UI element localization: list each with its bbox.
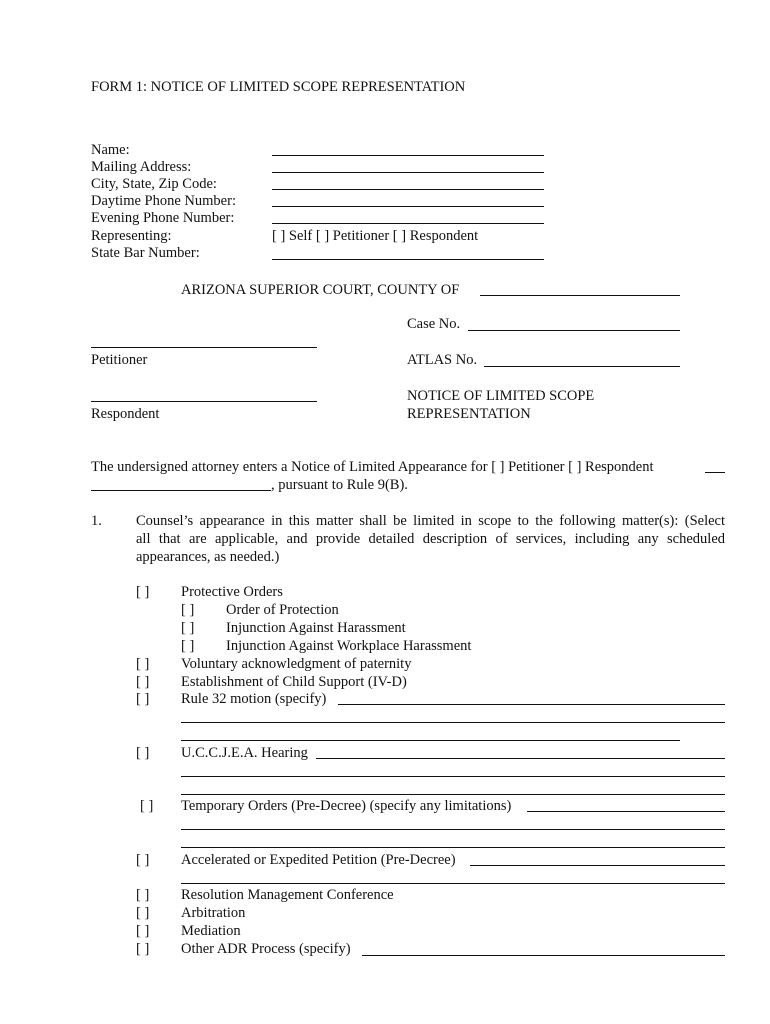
- other-adr-label: Other ADR Process (specify): [181, 941, 351, 957]
- item1-line2: all that are applicable, and provide detailed description of services, including any scheduled: [136, 531, 725, 547]
- state-bar-label: State Bar Number:: [91, 245, 200, 261]
- accelerated-line2[interactable]: [181, 883, 725, 884]
- temporary-orders-line2[interactable]: [181, 829, 725, 830]
- temporary-orders-line1[interactable]: [527, 811, 725, 812]
- atlas-no-label: ATLAS No.: [407, 352, 478, 368]
- notice-title-line1: NOTICE OF LIMITED SCOPE: [407, 388, 595, 404]
- intro-line2: , pursuant to Rule 9(B).: [271, 477, 408, 493]
- rule32-line3[interactable]: [181, 740, 680, 741]
- city-state-zip-line[interactable]: [272, 189, 544, 190]
- temporary-orders-label: Temporary Orders (Pre-Decree) (specify any limitations): [181, 798, 512, 814]
- item1-number: 1.: [91, 513, 102, 529]
- respondent-label: Respondent: [91, 406, 160, 422]
- mediation-label: Mediation: [181, 923, 241, 939]
- petitioner-label: Petitioner: [91, 352, 148, 368]
- item1-line3: appearances, as needed.): [136, 549, 280, 565]
- paternity-label: Voluntary acknowledgment of paternity: [181, 656, 412, 672]
- case-no-line[interactable]: [468, 330, 680, 331]
- case-no-label: Case No.: [407, 316, 461, 332]
- uccjea-line3[interactable]: [181, 794, 725, 795]
- rule32-line1[interactable]: [338, 704, 725, 705]
- checkbox-protective-orders[interactable]: [ ]: [136, 584, 150, 600]
- checkbox-other-adr[interactable]: [ ]: [136, 941, 150, 957]
- uccjea-line1[interactable]: [316, 758, 725, 759]
- checkbox-rule32[interactable]: [ ]: [136, 691, 150, 707]
- checkbox-arbitration[interactable]: [ ]: [136, 905, 150, 921]
- checkbox-injunction-workplace[interactable]: [ ]: [181, 638, 195, 654]
- daytime-phone-line[interactable]: [272, 206, 544, 207]
- mailing-address-line[interactable]: [272, 172, 544, 173]
- city-state-zip-label: City, State, Zip Code:: [91, 176, 217, 192]
- checkbox-child-support[interactable]: [ ]: [136, 674, 150, 690]
- checkbox-resolution-mgmt[interactable]: [ ]: [136, 887, 150, 903]
- mailing-address-label: Mailing Address:: [91, 159, 192, 175]
- rule32-line2[interactable]: [181, 722, 725, 723]
- uccjea-label: U.C.C.J.E.A. Hearing: [181, 745, 308, 761]
- child-support-label: Establishment of Child Support (IV-D): [181, 674, 407, 690]
- name-line[interactable]: [272, 155, 544, 156]
- state-bar-line[interactable]: [272, 259, 544, 260]
- intro-blank-line-end[interactable]: [705, 472, 725, 473]
- accelerated-line1[interactable]: [470, 865, 725, 866]
- resolution-mgmt-label: Resolution Management Conference: [181, 887, 394, 903]
- checkbox-paternity[interactable]: [ ]: [136, 656, 150, 672]
- representing-options[interactable]: [ ] Self [ ] Petitioner [ ] Respondent: [272, 228, 479, 244]
- evening-phone-line[interactable]: [272, 223, 544, 224]
- rule32-label: Rule 32 motion (specify): [181, 691, 327, 707]
- item1-line1: Counsel’s appearance in this matter shall be limited in scope to the following matter(s): (Select: [136, 513, 725, 529]
- intro-blank-line[interactable]: [91, 490, 271, 491]
- other-adr-line[interactable]: [362, 955, 725, 956]
- checkbox-uccjea[interactable]: [ ]: [136, 745, 150, 761]
- checkbox-order-of-protection[interactable]: [ ]: [181, 602, 195, 618]
- form-title: FORM 1: NOTICE OF LIMITED SCOPE REPRESENTATION: [91, 79, 466, 95]
- county-line[interactable]: [480, 295, 680, 296]
- accelerated-label: Accelerated or Expedited Petition (Pre-Decree): [181, 852, 456, 868]
- checkbox-injunction-harassment[interactable]: [ ]: [181, 620, 195, 636]
- temporary-orders-line3[interactable]: [181, 847, 725, 848]
- checkbox-accelerated[interactable]: [ ]: [136, 852, 150, 868]
- injunction-workplace-label: Injunction Against Workplace Harassment: [226, 638, 472, 654]
- petitioner-line[interactable]: [91, 347, 317, 348]
- atlas-no-line[interactable]: [484, 366, 680, 367]
- notice-title-line2: REPRESENTATION: [407, 406, 531, 422]
- court-heading: ARIZONA SUPERIOR COURT, COUNTY OF: [181, 282, 460, 298]
- uccjea-line2[interactable]: [181, 776, 725, 777]
- respondent-line[interactable]: [91, 401, 317, 402]
- intro-line1: The undersigned attorney enters a Notice of Limited Appearance for [ ] Petitioner [ ] Respondent: [91, 459, 654, 475]
- evening-phone-label: Evening Phone Number:: [91, 210, 235, 226]
- injunction-harassment-label: Injunction Against Harassment: [226, 620, 406, 636]
- checkbox-temporary-orders[interactable]: [ ]: [140, 798, 154, 814]
- daytime-phone-label: Daytime Phone Number:: [91, 193, 236, 209]
- arbitration-label: Arbitration: [181, 905, 246, 921]
- representing-label: Representing:: [91, 228, 172, 244]
- protective-orders-label: Protective Orders: [181, 584, 283, 600]
- name-label: Name:: [91, 142, 130, 158]
- order-of-protection-label: Order of Protection: [226, 602, 339, 618]
- checkbox-mediation[interactable]: [ ]: [136, 923, 150, 939]
